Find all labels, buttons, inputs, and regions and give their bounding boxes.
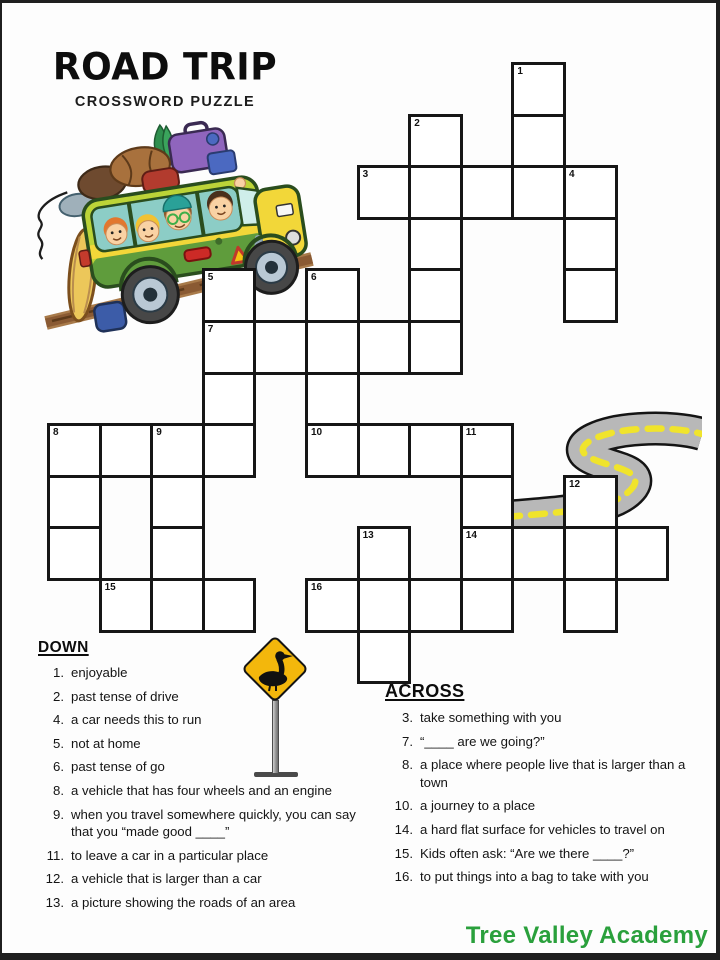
clue-text: past tense of drive (71, 688, 179, 704)
page-title: ROAD TRIP (52, 46, 278, 89)
clue-item (385, 845, 715, 863)
clue-number: 5. (53, 735, 64, 751)
grid-cell[interactable] (460, 578, 515, 633)
clue-item (385, 709, 715, 727)
clue-number: 8. (53, 782, 64, 798)
clue-item (385, 756, 715, 791)
grid-cell[interactable] (460, 165, 515, 220)
cell-number: 13 (362, 530, 374, 542)
grid-cell[interactable] (47, 526, 102, 581)
grid-cell[interactable] (563, 268, 618, 323)
clue-item (38, 782, 378, 800)
across-heading: ACROSS (385, 681, 465, 701)
clue-item (38, 688, 378, 706)
clue-number: 2. (53, 688, 64, 704)
clue-item (38, 711, 378, 729)
grid-cell[interactable] (563, 165, 618, 220)
clue-item (385, 733, 715, 751)
clue-item (38, 847, 378, 865)
clue-number: 4. (53, 712, 64, 728)
grid-cell[interactable] (511, 165, 566, 220)
clue-number: 1. (53, 665, 64, 680)
grid-cell[interactable] (202, 268, 257, 323)
page-subtitle: CROSSWORD PUZZLE (74, 94, 256, 110)
clue-number: 3. (402, 710, 413, 725)
clue-number: 10. (394, 798, 413, 814)
grid-cell[interactable] (47, 423, 102, 478)
clue-text: a car needs this to run (71, 712, 202, 728)
clue-item (38, 806, 378, 841)
clue-text: Kids often ask: “Are we there ____?” (420, 845, 635, 861)
grid-cell[interactable] (357, 526, 412, 581)
cell-number: 2 (414, 117, 420, 129)
clue-item (38, 735, 378, 753)
grid-cell[interactable] (99, 423, 154, 478)
clue-text: when you travel somewhere quickly, you can say that you “made good ____” (71, 806, 356, 840)
grid-cell[interactable] (511, 62, 566, 117)
grid-cell[interactable] (563, 578, 618, 633)
cell-number: 16 (311, 582, 323, 593)
cell-number: 7 (207, 324, 214, 335)
grid-cell[interactable] (408, 114, 463, 169)
grid-cell[interactable] (305, 423, 360, 478)
grid-cell[interactable] (202, 372, 257, 427)
cell-number: 9 (156, 427, 162, 439)
cell-number: 8 (53, 427, 59, 439)
cell-number: 1 (517, 66, 523, 77)
clue-text: to leave a car in a particular place (71, 847, 269, 863)
clue-number: 15. (394, 845, 413, 861)
clue-number: 14. (394, 821, 413, 837)
clue-number: 6. (53, 759, 64, 775)
cell-number: 11 (465, 427, 477, 439)
clue-text: “____ are we going?” (420, 733, 545, 749)
grid-cell[interactable] (305, 578, 360, 633)
clue-item (385, 797, 715, 815)
clue-number: 12. (45, 871, 64, 887)
clue-item (38, 664, 378, 682)
grid-cell[interactable] (563, 475, 618, 530)
clue-text: past tense of go (71, 759, 165, 775)
grid-cell[interactable] (202, 578, 257, 633)
cell-number: 3 (362, 169, 369, 181)
clue-number: 7. (402, 733, 413, 749)
across-clues-section (385, 681, 715, 892)
grid-cell[interactable] (615, 526, 670, 581)
grid-cell[interactable] (150, 475, 205, 530)
footer-credit: Tree Valley Academy (465, 922, 708, 949)
grid-cell[interactable] (253, 320, 308, 375)
grid-cell[interactable] (357, 578, 412, 633)
clue-text: a vehicle that has four wheels and an engine (71, 782, 333, 798)
clue-text: to put things into a bag to take with you (420, 869, 649, 885)
clue-number: 13. (45, 894, 64, 910)
cell-number: 12 (569, 478, 581, 490)
down-clue-list (38, 664, 378, 912)
clue-text: enjoyable (71, 665, 128, 680)
clue-text: not at home (71, 735, 141, 751)
down-heading: DOWN (38, 639, 89, 656)
grid-cell[interactable] (511, 526, 566, 581)
grid-cell[interactable] (202, 320, 257, 375)
grid-cell[interactable] (408, 578, 463, 633)
cell-number: 15 (104, 582, 116, 593)
grid-cell[interactable] (305, 320, 360, 375)
grid-cell[interactable] (305, 372, 360, 427)
grid-cell[interactable] (460, 526, 515, 581)
grid-cell[interactable] (357, 165, 412, 220)
grid-cell[interactable] (408, 423, 463, 478)
grid-cell[interactable] (202, 423, 257, 478)
grid-cell[interactable] (150, 423, 205, 478)
clue-text: a picture showing the roads of an area (71, 894, 296, 910)
grid-cell[interactable] (563, 526, 618, 581)
clue-number: 8. (402, 757, 413, 773)
grid-cell[interactable] (305, 268, 360, 323)
grid-cell[interactable] (408, 268, 463, 323)
cell-number: 10 (311, 427, 323, 439)
clue-item (38, 758, 378, 776)
family-van-illustration (32, 109, 317, 341)
clue-item (385, 868, 715, 886)
clue-text: a place where people live that is larger than a town (420, 757, 686, 790)
clue-text: take something with you (420, 710, 562, 725)
grid-cell[interactable] (563, 217, 618, 272)
clue-text: a hard flat surface for vehicles to travel on (420, 821, 665, 837)
grid-cell[interactable] (408, 217, 463, 272)
cell-number: 4 (569, 169, 575, 181)
grid-cell[interactable] (460, 423, 515, 478)
grid-cell[interactable] (357, 320, 412, 375)
clue-text: a vehicle that is larger than a car (71, 871, 262, 887)
grid-cell[interactable] (408, 320, 463, 375)
grid-cell[interactable] (47, 475, 102, 530)
cell-number: 6 (311, 272, 317, 284)
grid-cell[interactable] (408, 165, 463, 220)
clue-item (38, 870, 378, 888)
clue-number: 11. (46, 847, 64, 863)
grid-cell[interactable] (150, 578, 205, 633)
grid-cell[interactable] (511, 114, 566, 169)
across-clue-list (385, 709, 715, 886)
cell-number: 5 (207, 272, 214, 284)
clue-number: 9. (53, 806, 64, 822)
clue-text: a journey to a place (420, 798, 536, 814)
clue-number: 16. (394, 869, 413, 885)
grid-cell[interactable] (99, 578, 154, 633)
clue-item (38, 894, 378, 912)
goose-icon (252, 646, 298, 692)
grid-cell[interactable] (460, 475, 515, 530)
grid-cell[interactable] (357, 423, 412, 478)
grid-cell[interactable] (150, 526, 205, 581)
down-clues-section (38, 639, 378, 918)
clue-item (385, 821, 715, 839)
cell-number: 14 (465, 530, 477, 542)
